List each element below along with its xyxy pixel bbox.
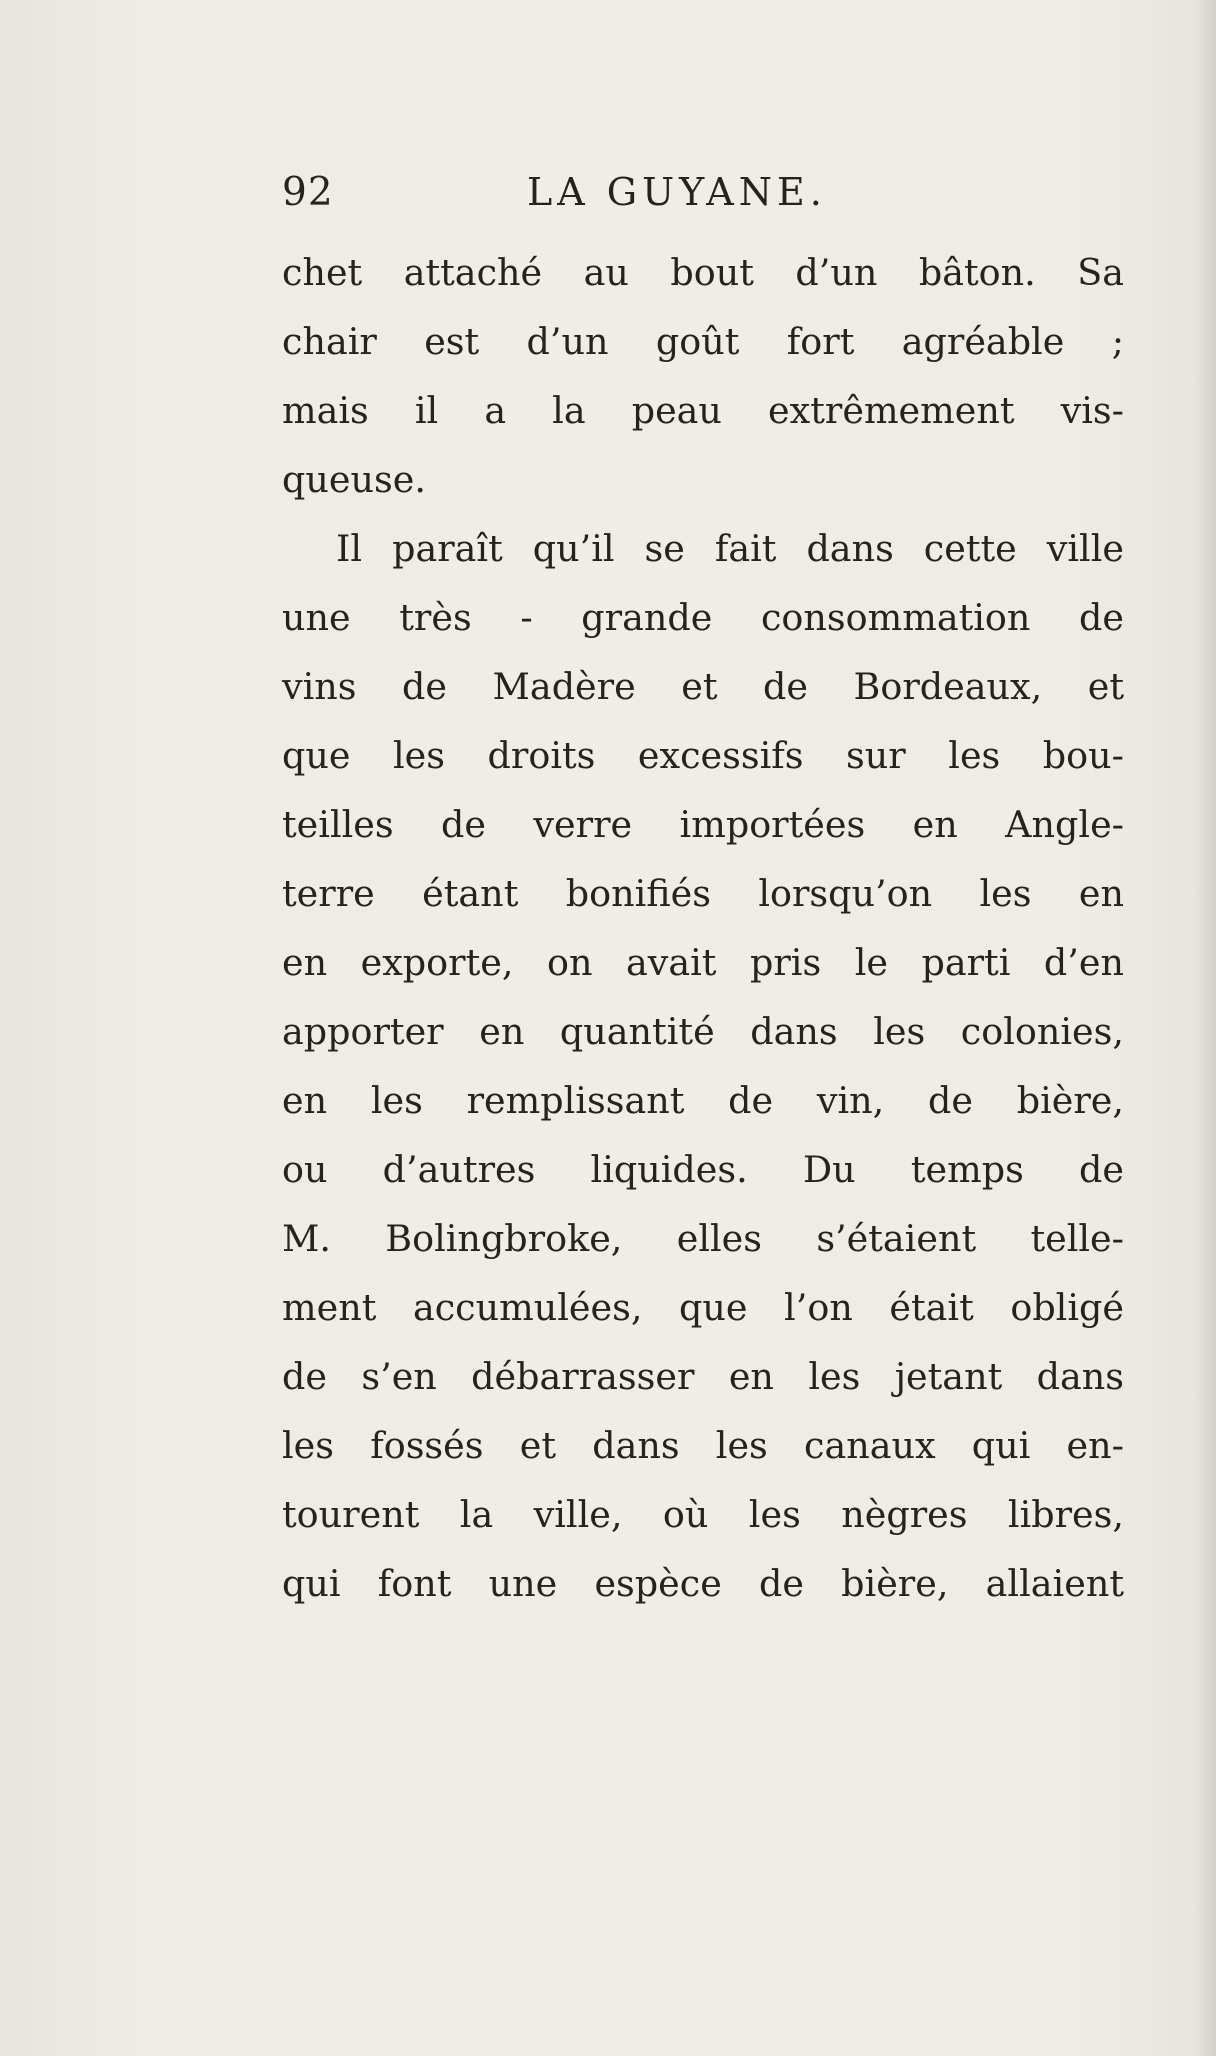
page-number: 92 bbox=[282, 170, 334, 215]
page-edge-shadow bbox=[1194, 0, 1216, 2056]
text-line: queuse. bbox=[282, 458, 426, 501]
text-line: en les remplissant de vin, de bière, bbox=[282, 1079, 1124, 1122]
paragraph-first-line: Il paraît qu’il se fait dans cette ville bbox=[336, 527, 1124, 570]
text-line: les fossés et dans les canaux qui en- bbox=[282, 1424, 1124, 1467]
text-line: que les droits excessifs sur les bou- bbox=[282, 734, 1124, 777]
text-line: tourent la ville, où les nègres libres, bbox=[282, 1493, 1124, 1536]
text-line: teilles de verre importées en Angle- bbox=[282, 803, 1124, 846]
text-line: apporter en quantité dans les colonies, bbox=[282, 1010, 1124, 1053]
text-line: terre étant bonifiés lorsqu’on les en bbox=[282, 872, 1124, 915]
text-line: qui font une espèce de bière, allaient bbox=[282, 1562, 1124, 1605]
text-line: mais il a la peau extrêmement vis- bbox=[282, 389, 1124, 432]
text-line: ment accumulées, que l’on était obligé bbox=[282, 1286, 1124, 1329]
text-line: chet attaché au bout d’un bâton. Sa bbox=[282, 251, 1124, 294]
text-line: ou d’autres liquides. Du temps de bbox=[282, 1148, 1124, 1191]
text-block bbox=[282, 162, 1124, 1618]
text-line: vins de Madère et de Bordeaux, et bbox=[282, 665, 1124, 708]
running-title: LA GUYANE. bbox=[527, 170, 827, 214]
text-line: en exporte, on avait pris le parti d’en bbox=[282, 941, 1124, 984]
text-line: chair est d’un goût fort agréable ; bbox=[282, 320, 1124, 363]
running-head bbox=[282, 162, 1124, 238]
text-line: une très - grande consommation de bbox=[282, 596, 1124, 639]
text-line: de s’en débarrasser en les jetant dans bbox=[282, 1355, 1124, 1398]
text-line: M. Bolingbroke, elles s’étaient telle- bbox=[282, 1217, 1124, 1260]
